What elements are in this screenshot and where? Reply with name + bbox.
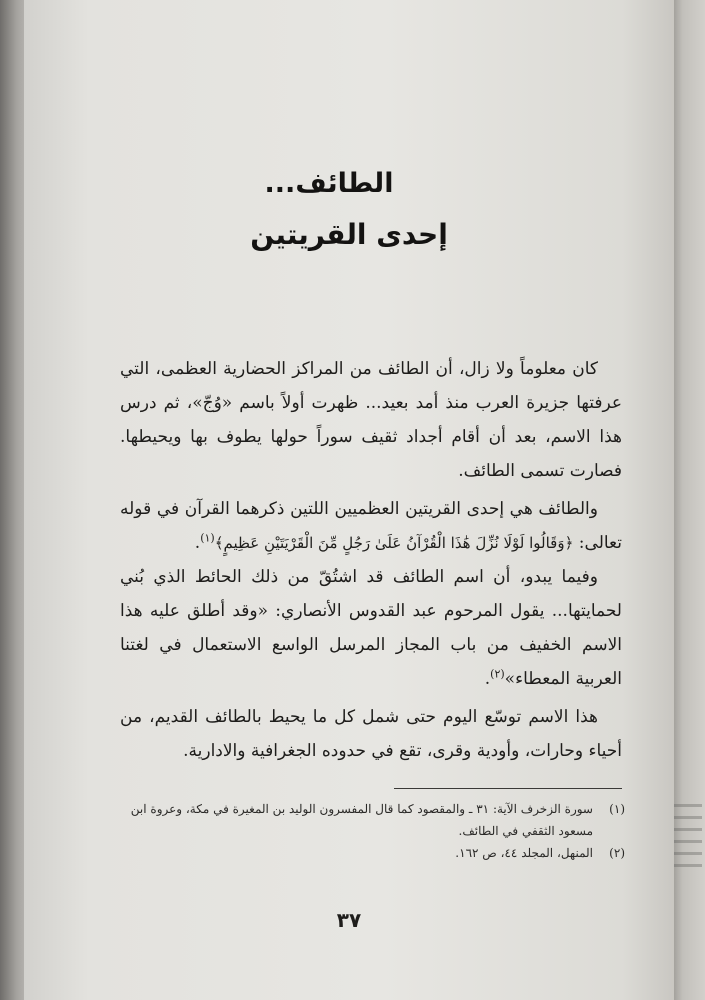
footnote-item — [120, 798, 625, 842]
paragraph-3-text: وفيما يبدو، أن اسم الطائف قد اشتُقّ من ذلك الحائط الذي بُني لحمايتها... يقول المرحوم عبد القدوس الأنصاري: «وقد أطلق عليه هذا الاسم الخفيف من باب المجاز المرسل الواسع الاستعمال في لغتنا العربية المعطاء» — [120, 567, 622, 689]
footnote-text: المنهل، المجلد ٤٤، ص ١٦٢. — [455, 846, 593, 860]
paragraph-4 — [120, 700, 622, 768]
footnote-item — [120, 842, 625, 864]
paragraph-1-text: كان معلوماً ولا زال، أن الطائف من المراكز الحضارية العظمى، التي عرفتها جزيرة العرب منذ أمد بعيد... ظهرت أولاً باسم «وُجّ»، ثم درس هذا الاسم، بعد أن أقام أجداد ثقيف سوراً حولها يطوف بها ويحيطها. فصارت تسمى الطائف. — [120, 359, 622, 481]
chapter-title-line1: الطائف... — [264, 168, 394, 199]
footnote-ref-1: (١) — [200, 531, 215, 545]
paragraph-3: وفيما يبدو، أن اسم الطائف قد اشتُقّ من ذلك الحائط الذي بُني لحمايتها... يقول المرحوم عبد القدوس الأنصاري: «وقد أطلق عليه هذا الاسم الخفيف من باب المجاز المرسل الواسع الاستعمال في لغتنا العربية المعطاء»$^{(٢)}$. — [120, 567, 622, 689]
adjacent-page-text — [672, 795, 702, 876]
footnote-number: (٢) — [609, 846, 625, 860]
footnote-divider — [394, 788, 622, 789]
paragraph-2: والطائف هي إحدى القريتين العظميين اللتين ذكرهما القرآن في قوله تعالى: ﴿وَقَالُوا لَوْلَا نُزِّلَ هَٰذَا الْقُرْآنُ عَلَىٰ رَجُلٍ مِّنَ الْقَرْيَتَيْنِ عَظِيمٍ﴾$^{(١)}$. — [120, 499, 622, 553]
page-number: ٣٧ — [336, 908, 362, 932]
footnotes — [120, 798, 625, 864]
quran-verse: ﴿وَقَالُوا لَوْلَا نُزِّلَ هَٰذَا الْقُرْآنُ عَلَىٰ رَجُلٍ مِّنَ الْقَرْيَتَيْنِ عَظِيمٍ﴾ — [214, 534, 574, 552]
book-page — [24, 0, 674, 1000]
footnote-text: سورة الزخرف الآية: ٣١ ـ والمقصود كما قال المفسرون الوليد بن المغيرة في مكة، وعروة ابن مسعود الثقفي في الطائف. — [130, 802, 593, 838]
footnote-ref-2: (٢) — [490, 667, 505, 681]
paragraph-2-text: والطائف هي إحدى القريتين العظميين اللتين ذكرهما القرآن في قوله تعالى: — [120, 499, 622, 553]
footnote-number: (١) — [609, 802, 625, 816]
paragraph-4-text: هذا الاسم توسّع اليوم حتى شمل كل ما يحيط بالطائف القديم، من أحياء وحارات، وأودية وقرى، تقع في حدوده الجغرافية والادارية. — [120, 707, 622, 761]
chapter-title-line2: إحدى القريتين — [250, 218, 448, 251]
paragraph-1 — [120, 352, 622, 488]
